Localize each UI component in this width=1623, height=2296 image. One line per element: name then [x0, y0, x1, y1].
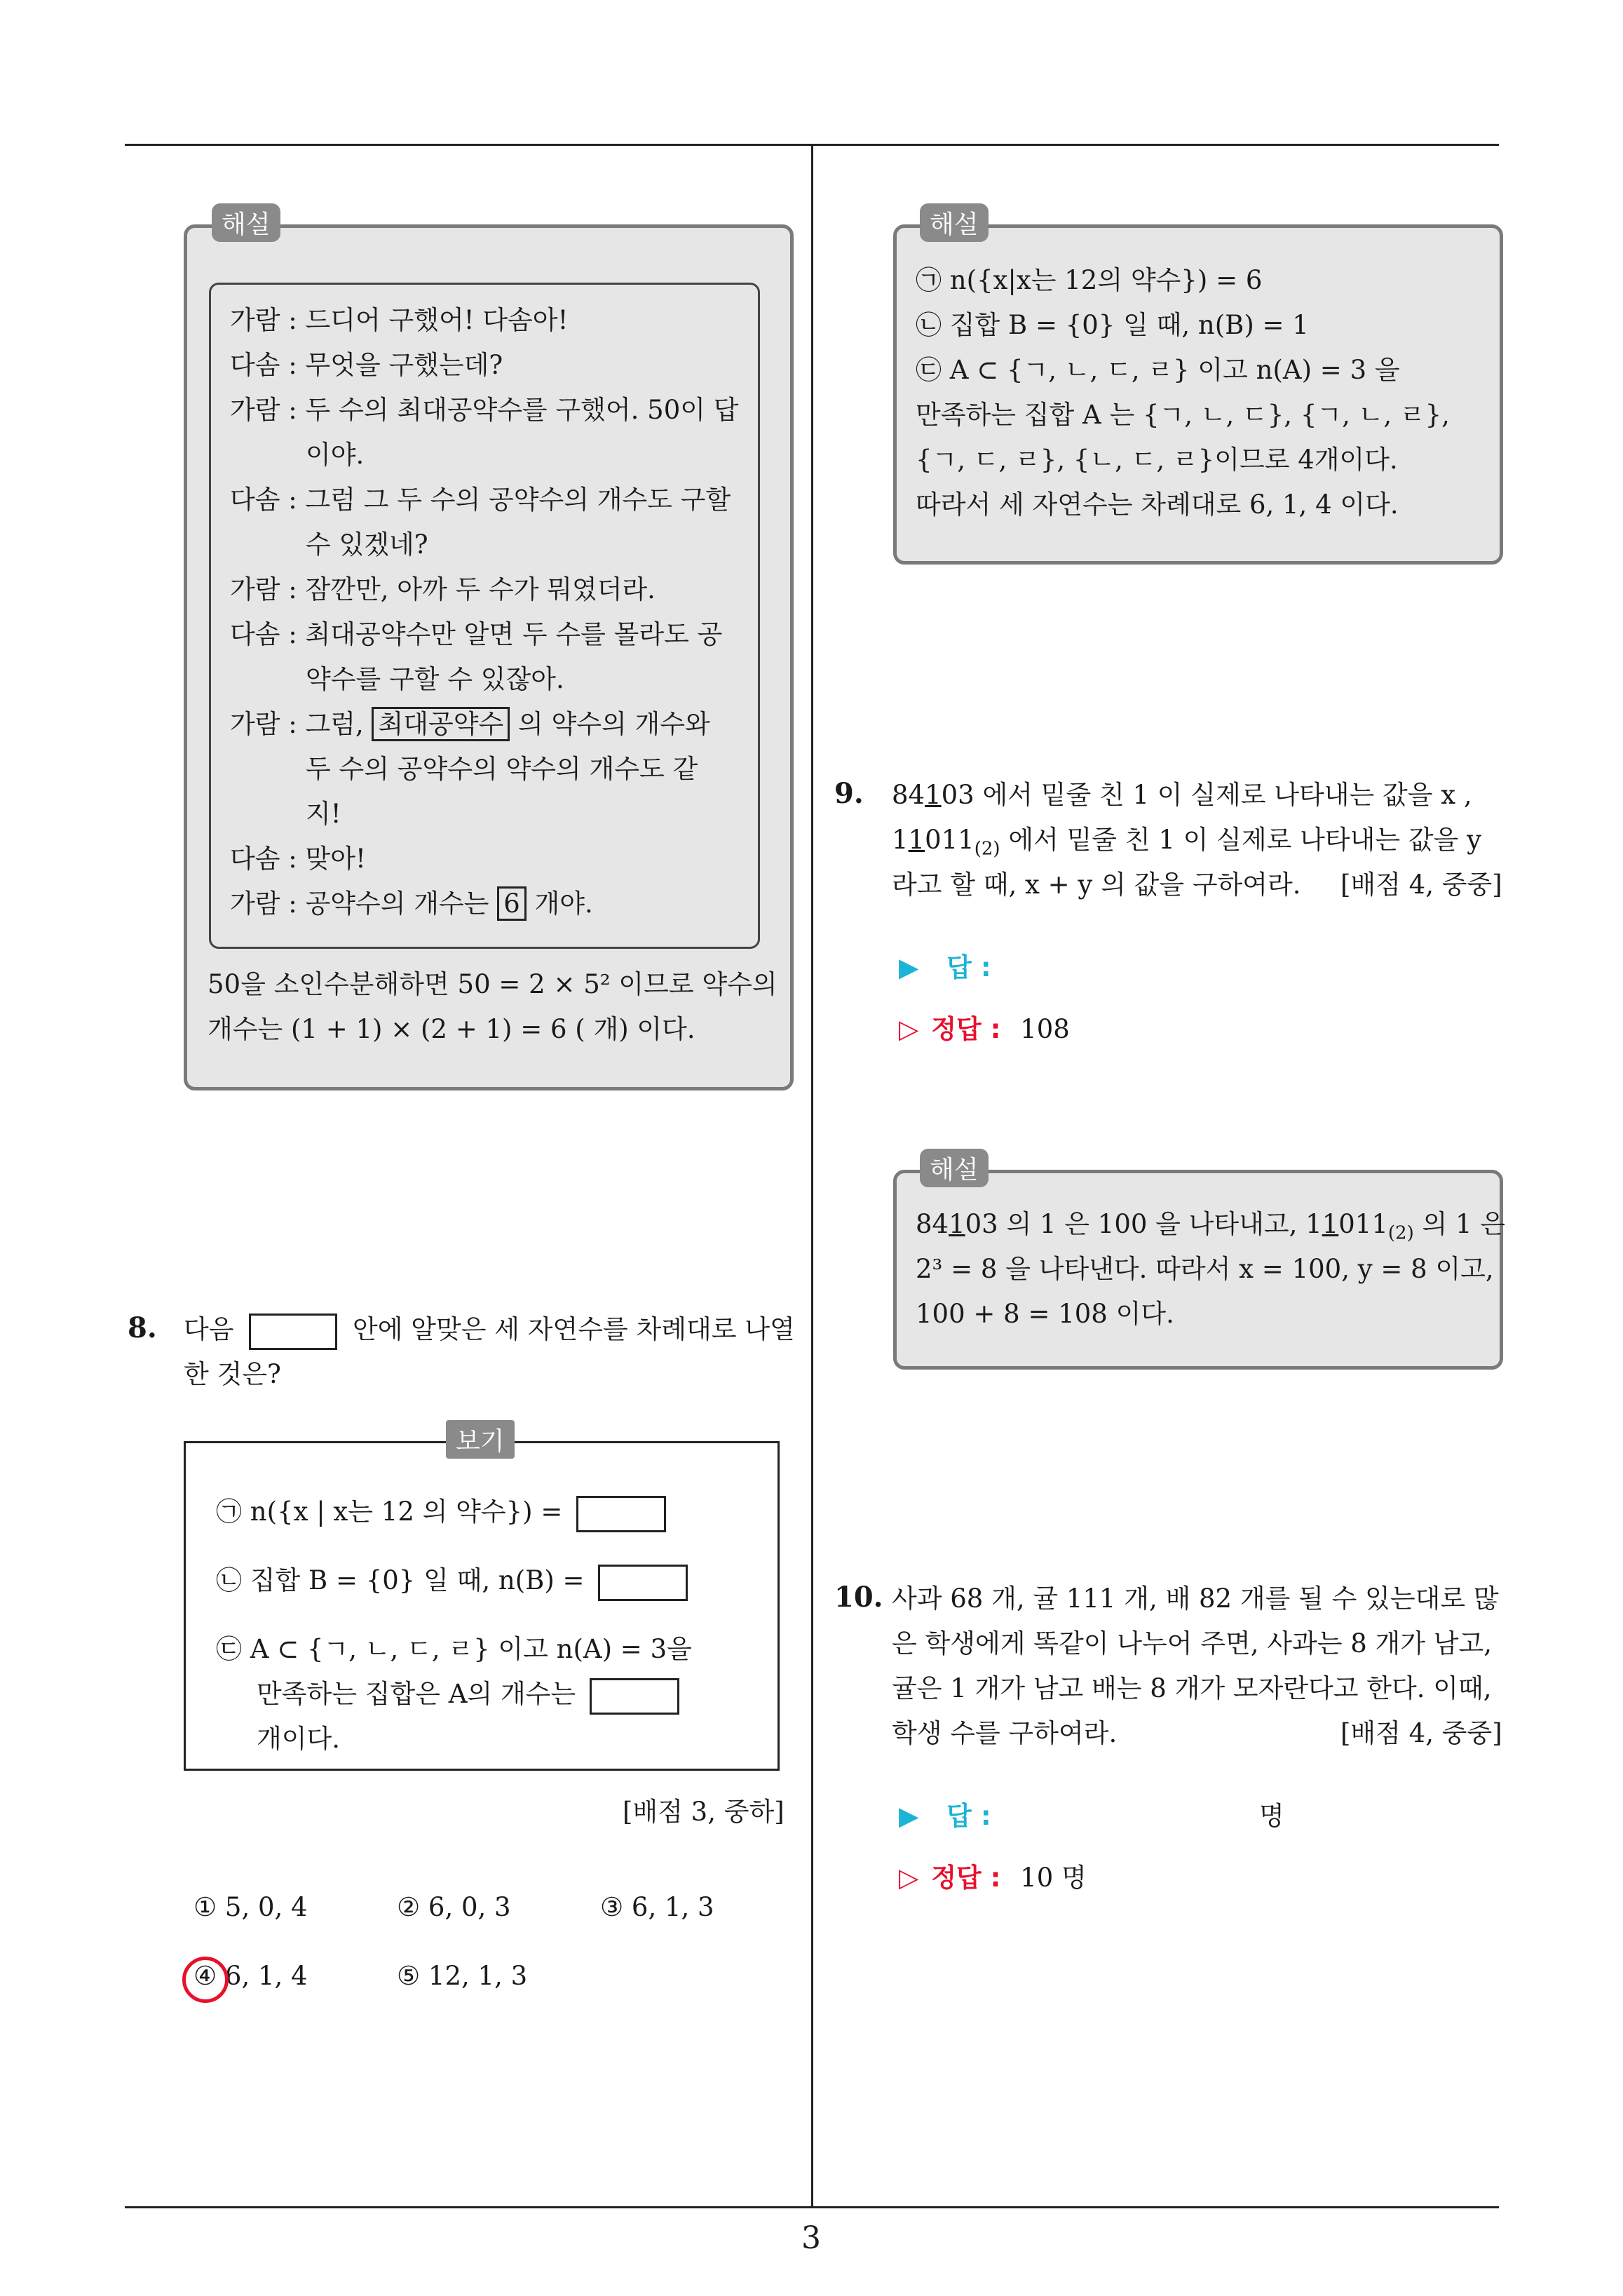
explain2-line-3: 100 + 8 = 108 이다.	[916, 1299, 1174, 1329]
q10-score: [배점 4, 중중]	[1340, 1718, 1502, 1748]
bogi-item-text: ㉡ 집합 B = {0} 일 때, n(B) =	[216, 1565, 585, 1595]
explain2-line-2: 2³ = 8 을 나타낸다. 따라서 x = 100, y = 8 이고,	[916, 1254, 1494, 1284]
q8-text-c: 한 것은?	[184, 1359, 281, 1389]
q8-text-a: 다음	[184, 1314, 234, 1344]
explain1-line: 따라서 세 자연수는 차례대로 6, 1, 4 이다.	[916, 489, 1399, 520]
column-divider	[811, 144, 813, 2208]
outline-arrow-icon: ▷	[899, 1014, 919, 1044]
dialogue-text: 가람 : 공약수의 개수는	[230, 889, 489, 919]
dialogue-text: 개야.	[534, 889, 593, 919]
dialogue-line	[230, 702, 710, 747]
dialogue-line: 다솜 : 최대공약수만 알면 두 수를 몰라도 공	[230, 619, 723, 649]
dialogue-line: 가람 : 두 수의 최대공약수를 구했어. 50이 답	[230, 395, 739, 425]
q8-choice-3[interactable]: ③ 6, 1, 3	[600, 1892, 714, 1922]
q9-num-part: 1	[892, 825, 909, 855]
dialogue-line: 다솜 : 맞아!	[230, 844, 366, 874]
explain1-line: ㉢ A ⊂ {ㄱ, ㄴ, ㄷ, ㄹ} 이고 n(A) = 3 을	[916, 355, 1400, 385]
dialogue-line: 약수를 구할 수 있잖아.	[306, 664, 564, 694]
q8-score: [배점 3, 중하]	[623, 1797, 785, 1827]
q10-correct-value: 10 명	[1020, 1863, 1087, 1893]
q9-correct-row	[899, 1007, 1070, 1052]
q10-correct-row	[899, 1856, 1087, 1900]
q9-number: 9.	[834, 777, 864, 810]
framed-answer: 최대공약수	[372, 707, 510, 741]
bogi-item-1	[216, 1490, 666, 1534]
explain2-text: 84	[916, 1209, 949, 1239]
play-arrow-icon: ▶	[899, 952, 919, 982]
dialogue-line: 두 수의 공약수의 약수의 개수도 같	[306, 754, 698, 784]
play-arrow-icon: ▶	[899, 1801, 919, 1831]
q9-line-3: 라고 할 때, x + y 의 값을 구하여라.	[892, 870, 1301, 900]
q8-choice-2[interactable]: ② 6, 0, 3	[397, 1892, 511, 1922]
q9-score: [배점 4, 중중]	[1340, 870, 1502, 900]
dialogue-text: 가람 : 그럼,	[230, 709, 364, 739]
bogi-item-3-end: 개이다.	[257, 1724, 340, 1754]
explain2-base-subscript: (2)	[1387, 1222, 1414, 1244]
dialogue-line: 가람 : 드디어 구했어! 다솜아!	[230, 305, 569, 335]
outline-arrow-icon: ▷	[899, 1863, 919, 1893]
dialogue-line: 다솜 : 그럼 그 두 수의 공약수의 개수도 구할	[230, 485, 731, 515]
q8-choice-1[interactable]: ① 5, 0, 4	[193, 1892, 308, 1922]
q8-number: 8.	[128, 1311, 157, 1344]
dialogue-line: 다솜 : 무엇을 구했는데?	[230, 350, 503, 380]
bottom-rule	[125, 2206, 1499, 2208]
dialogue-text: 의 약수의 개수와	[517, 709, 710, 739]
bogi-item-text: ㉠ n({x | x는 12 의 약수}) =	[216, 1497, 563, 1527]
q9-underlined-digit: 1	[925, 780, 942, 810]
q8-choice-4[interactable]: ④ 6, 1, 4	[193, 1961, 308, 1991]
q10-correct-label: 정답 :	[931, 1863, 1001, 1893]
q10-line: 은 학생에게 똑같이 나누어 주면, 사과는 8 개가 남고,	[892, 1628, 1492, 1659]
dialogue-line: 수 있겠네?	[306, 529, 428, 560]
q10-answer-label: 답 :	[946, 1801, 991, 1831]
q10-answer-row[interactable]	[899, 1794, 991, 1839]
bogi-item-3: ㉢ A ⊂ {ㄱ, ㄴ, ㄷ, ㄹ} 이고 n(A) = 3을	[216, 1634, 692, 1664]
summary-line: 50을 소인수분해하면 50 = 2 × 5² 이므로 약수의	[208, 969, 777, 999]
dialogue-line: 가람 : 잠깐만, 아까 두 수가 뭐였더라.	[230, 574, 656, 605]
explain1-line: 만족하는 집합 A 는 {ㄱ, ㄴ, ㄷ}, {ㄱ, ㄴ, ㄹ},	[916, 400, 1450, 430]
answer-circle-mark	[182, 1957, 229, 2003]
explain1-line: ㉡ 집합 B = {0} 일 때, n(B) = 1	[916, 310, 1309, 340]
explain1-line: ㉠ n({x|x는 12의 약수}) = 6	[916, 265, 1263, 295]
q9-line-1	[892, 773, 1472, 818]
q10-line: 학생 수를 구하여라.	[892, 1718, 1118, 1748]
q10-answer-unit: 명	[1259, 1801, 1284, 1831]
explain2-text: 03 의 1 은 100 을 나타내고, 1	[965, 1209, 1322, 1239]
q8-text-b: 안에 알맞은 세 자연수를 차례대로 나열	[353, 1314, 795, 1344]
bogi-item-2	[216, 1558, 688, 1603]
q10-number: 10.	[834, 1581, 883, 1614]
q9-correct-label: 정답 :	[931, 1014, 1001, 1044]
q8-blank	[249, 1314, 337, 1350]
q9-text: 03 에서 밑줄 친 1 이 실제로 나타내는 값을 x ,	[941, 780, 1472, 810]
left-explain-tag: 해설	[212, 203, 280, 242]
page-number: 3	[801, 2220, 821, 2256]
right-explain-tag-1: 해설	[920, 203, 989, 242]
bogi-item-3-cont	[257, 1672, 679, 1717]
dialogue-line: 지!	[306, 799, 341, 829]
summary-line: 개수는 (1 + 1) × (2 + 1) = 6 ( 개) 이다.	[208, 1014, 695, 1044]
q9-answer-label: 답 :	[946, 952, 991, 982]
q10-line: 사과 68 개, 귤 111 개, 배 82 개를 될 수 있는대로 많	[892, 1583, 1499, 1614]
explain2-text: 011	[1338, 1209, 1388, 1239]
q9-num-part: 84	[892, 780, 925, 810]
bogi-blank-1	[576, 1496, 666, 1532]
explain2-underlined-digit: 1	[1322, 1209, 1339, 1239]
dialogue-line	[230, 882, 593, 926]
bogi-item-text: 만족하는 집합은 A의 개수는	[257, 1679, 576, 1709]
q9-underlined-digit: 1	[908, 825, 925, 855]
bogi-tag: 보기	[446, 1420, 515, 1459]
framed-answer: 6	[497, 886, 527, 921]
q9-num-part: 011	[925, 825, 975, 855]
right-explain-tag-2: 해설	[920, 1149, 989, 1187]
explain2-text: 의 1 은	[1413, 1209, 1506, 1239]
dialogue-line: 이야.	[306, 440, 365, 470]
q9-answer-row[interactable]	[899, 945, 991, 990]
q8-text	[184, 1307, 795, 1352]
q8-choice-5[interactable]: ⑤ 12, 1, 3	[397, 1961, 528, 1991]
q9-text: 에서 밑줄 친 1 이 실제로 나타내는 값을 y	[1000, 825, 1481, 855]
q10-line: 귤은 1 개가 남고 배는 8 개가 모자란다고 한다. 이때,	[892, 1673, 1492, 1703]
q9-correct-value: 108	[1020, 1014, 1070, 1044]
q9-base-subscript: (2)	[974, 838, 1000, 860]
explain2-underlined-digit: 1	[949, 1209, 965, 1239]
bogi-blank-2	[598, 1565, 688, 1601]
explain1-line: {ㄱ, ㄷ, ㄹ}, {ㄴ, ㄷ, ㄹ}이므로 4개이다.	[916, 445, 1398, 475]
bogi-blank-3	[590, 1678, 679, 1715]
